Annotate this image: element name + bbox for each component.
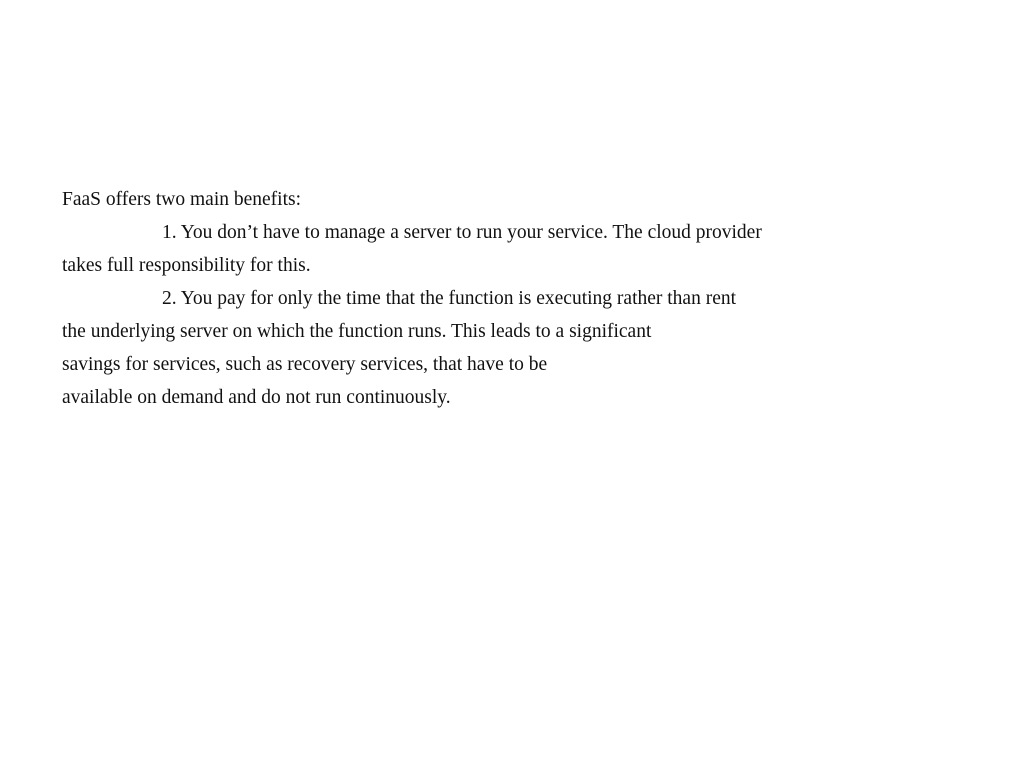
intro-line: FaaS offers two main benefits: — [62, 189, 302, 210]
body-text — [62, 183, 1002, 414]
benefit-1-line-1: 1. You don’t have to manage a server to run your service. The cloud provider — [162, 222, 762, 243]
benefit-2-line-4: available on demand and do not run continuously. — [62, 387, 451, 408]
benefit-1-line-2: takes full responsibility for this. — [62, 255, 311, 276]
benefit-2-line-3: savings for services, such as recovery services, that have to be — [62, 354, 548, 375]
benefit-2-line-1: 2. You pay for only the time that the function is executing rather than rent — [162, 288, 737, 309]
benefit-2-line-2: the underlying server on which the function runs. This leads to a significant — [62, 321, 652, 342]
